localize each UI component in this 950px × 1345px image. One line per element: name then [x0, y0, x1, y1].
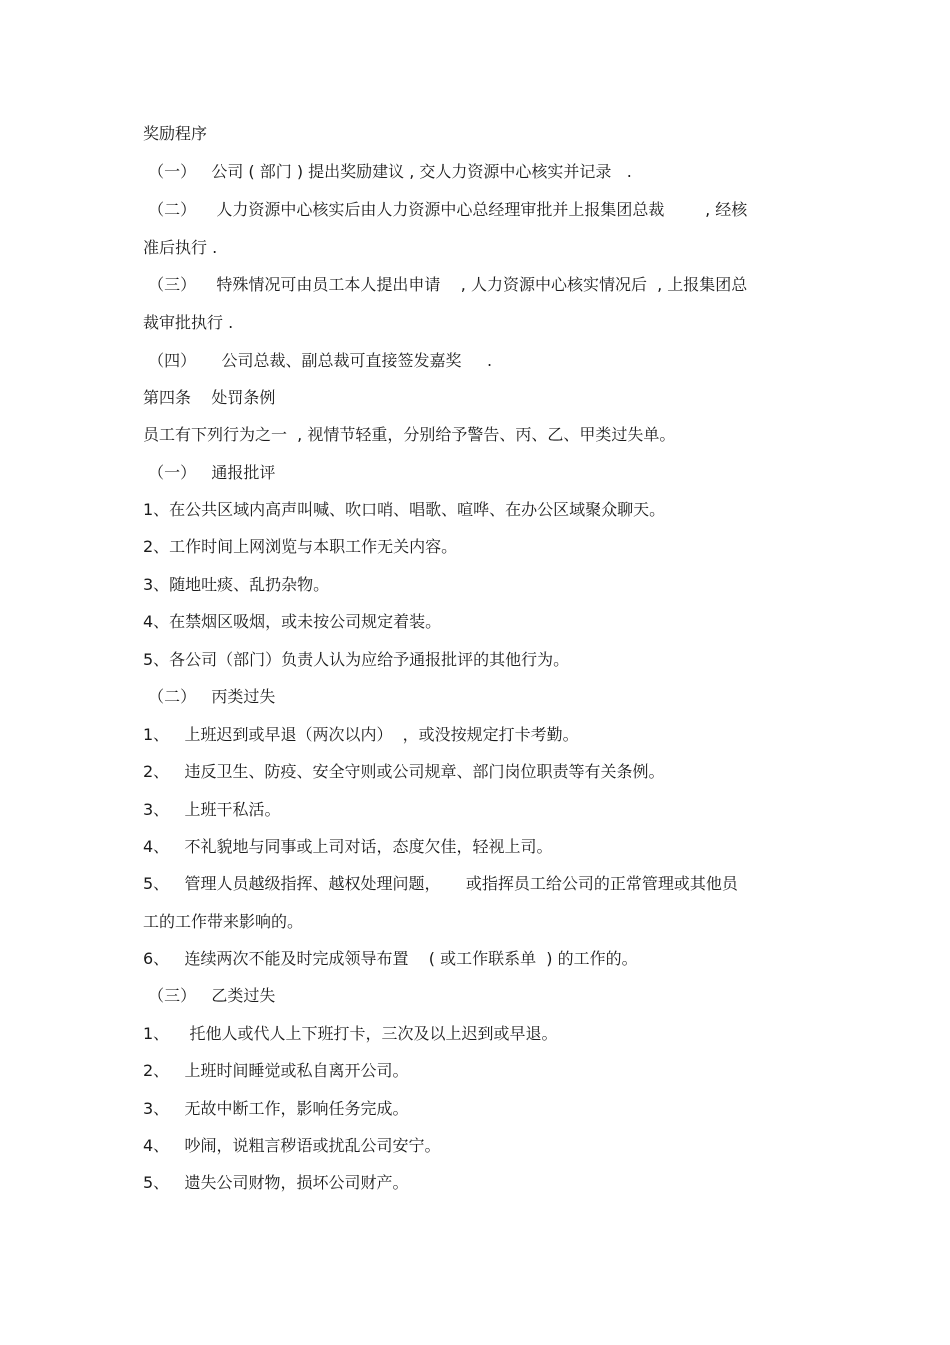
- list-item: 3、 上班干私活。: [143, 800, 281, 819]
- list-item: 6、 连续两次不能及时完成领导布置 ( 或工作联系单 ) 的工作的。: [143, 949, 638, 968]
- article-heading-penalty: 第四条 处罚条例: [143, 388, 276, 407]
- reward-step-2-cont: 准后执行 .: [143, 238, 218, 257]
- list-item: 1、 上班迟到或早退（两次以内） ，或没按规定打卡考勤。: [143, 725, 579, 744]
- list-item: 3、随地吐痰、乱扔杂物。: [143, 575, 330, 594]
- list-item: 1、在公共区域内高声叫喊、吹口哨、唱歌、喧哗、在办公区域聚众聊天。: [143, 500, 666, 519]
- list-item: 5、 遗失公司财物，损坏公司财产。: [143, 1173, 409, 1192]
- list-item: 2、 上班时间睡觉或私自离开公司。: [143, 1061, 409, 1080]
- reward-step-4: （四） 公司总裁、副总裁可直接签发嘉奖 .: [143, 351, 493, 370]
- list-item: 2、工作时间上网浏览与本职工作无关内容。: [143, 537, 458, 556]
- category-heading-class-c: （二） 丙类过失: [143, 687, 276, 706]
- section-heading-reward-procedure: 奖励程序: [143, 124, 208, 143]
- reward-step-1: （一） 公司 ( 部门 ) 提出奖励建议 , 交人力资源中心核实并记录 .: [143, 162, 632, 181]
- list-item: 4、 吵闹，说粗言秽语或扰乱公司安宁。: [143, 1136, 441, 1155]
- list-item: 4、在禁烟区吸烟，或未按公司规定着装。: [143, 612, 442, 631]
- category-heading-criticism: （一） 通报批评: [143, 463, 276, 482]
- list-item: 4、 不礼貌地与同事或上司对话，态度欠佳，轻视上司。: [143, 837, 553, 856]
- reward-step-2: （二） 人力资源中心核实后由人力资源中心总经理审批并上报集团总裁 , 经核: [143, 200, 748, 219]
- list-item: 5、各公司（部门）负责人认为应给予通报批评的其他行为。: [143, 650, 570, 669]
- reward-step-3: （三） 特殊情况可由员工本人提出申请 , 人力资源中心核实情况后 , 上报集团总: [143, 275, 748, 294]
- list-item: 1、 托他人或代人上下班打卡，三次及以上迟到或早退。: [143, 1024, 558, 1043]
- category-heading-class-b: （三） 乙类过失: [143, 986, 276, 1005]
- penalty-intro: 员工有下列行为之一 , 视情节轻重，分别给予警告、丙、乙、甲类过失单。: [143, 425, 676, 444]
- list-item: 2、 违反卫生、防疫、安全守则或公司规章、部门岗位职责等有关条例。: [143, 762, 665, 781]
- list-item: 5、 管理人员越级指挥、越权处理问题， 或指挥员工给公司的正常管理或其他员: [143, 874, 738, 893]
- list-item: 3、 无故中断工作，影响任务完成。: [143, 1099, 409, 1118]
- reward-step-3-cont: 裁审批执行 .: [143, 313, 234, 332]
- list-item-cont: 工的工作带来影响的。: [143, 912, 304, 931]
